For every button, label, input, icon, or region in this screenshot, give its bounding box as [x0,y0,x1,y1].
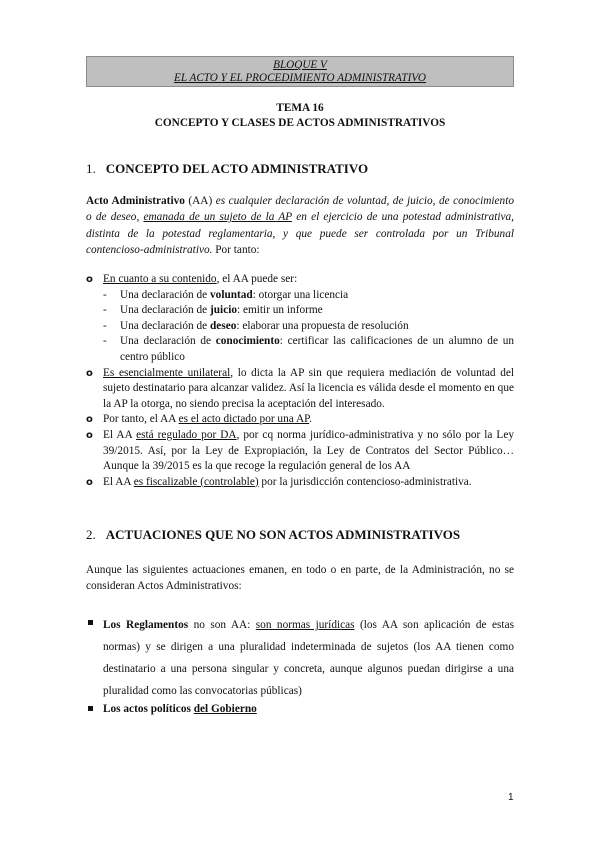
list-item: o El AA es fiscalizable (controlable) por la jurisdicción contencioso-administrativa. [86,475,514,491]
bullet-o-icon: o [86,367,93,379]
definition-emphasis: emanada de un sujeto de la AP [143,211,292,224]
section-2-number: 2. [86,527,96,542]
section-1-number: 1. [86,161,96,176]
list-item: o El AA está regulado por DA, por cq norma jurídico-administrativa y no sólo por la Ley 39/2015. Así, por la Ley de Expropiación, la Ley de Contratos del Sector Público… Aunque la 39/2015 es la que recoge la regulación general de los AA [86,428,514,473]
section-1-title: CONCEPTO DEL ACTO ADMINISTRATIVO [105,161,369,176]
list-item: o Es esencialmente unilateral, lo dicta la AP sin que requiera mediación de voluntad del sujeto destinatario para alcanzar validez. Así la licencia es válida desde el momento en que la AP la otorga, no siendo precisa la aceptación del interesado. [86,366,514,410]
list-item: o En cuanto a su contenido, el AA puede ser: - Una declaración de voluntad: otorgar una licencia - Una declaración de juicio: emitir un informe - Una declaración de deseo: elaborar una propuesta de resolución - Una declaración de conocimiento: certificar las calificaciones de un alumno de un centro público [86,272,514,366]
bullet-o-icon: o [86,274,93,285]
tema-title: CONCEPTO Y CLASES DE ACTOS ADMINISTRATIVOS [154,117,446,129]
section-1-heading [86,161,368,177]
list-item: - Una declaración de deseo: elaborar una propuesta de resolución [103,319,514,335]
dash-icon: - [103,319,107,332]
bullet-o-icon: o [86,429,93,441]
bloque-number: BLOQUE V [273,59,327,71]
section-2-title: ACTUACIONES QUE NO SON ACTOS ADMINISTRATIVOS [105,527,461,542]
bullet-o-icon: o [86,476,93,488]
page-number: 1 [508,792,514,803]
dash-icon: - [103,335,107,348]
square-bullet-icon [88,706,93,711]
square-bullet-icon [88,620,93,625]
aa-characteristics-list [86,272,514,490]
list-item: - Una declaración de juicio: emitir un informe [103,303,514,319]
list-item: Los Reglamentos no son AA: son normas jurídicas (los AA son aplicación de estas normas) y se dirigen a una pluralidad indeterminada de sujetos (los AA tienen como destinatario a una persona singular y concreta, aunque algunos puedan dirigirse a una pluralidad como las convocatorias públicas) [86,614,514,702]
bloque-header-box [86,56,514,87]
list-item: - Una declaración de conocimiento: certificar las calificaciones de un alumno de un centro público [103,335,514,363]
section-2-heading [86,527,460,543]
non-aa-list [86,614,514,718]
list-item: o Por tanto, el AA es el acto dictado por una AP. [86,412,514,428]
section-2-intro: Aunque las siguientes actuaciones emanen, en todo o en parte, de la Administración, no se consideran Actos Administrativos: [86,564,514,593]
dash-icon: - [103,288,107,301]
list-item: Los actos políticos del Gobierno [86,700,514,718]
tema-number: TEMA 16 [276,102,324,114]
bloque-title: EL ACTO Y EL PROCEDIMIENTO ADMINISTRATIVO [174,72,426,84]
bullet-o-icon: o [86,414,93,426]
list-item: - Una declaración de voluntad: otorgar una licencia [103,288,514,304]
dash-icon: - [103,304,107,317]
definition-paragraph: Acto Administrativo (AA) es cualquier declaración de voluntad, de juicio, de conocimiento o de deseo, emanada de un sujeto de la AP en el ejercicio de una potestad administrativa, distinta de la potestad reglamentaria, y que puede ser controlada por un Tribunal contencioso-administrativo. Por tanto: [86,195,514,257]
content-types-list [103,288,514,366]
definition-term: Acto Administrativo [86,195,185,207]
